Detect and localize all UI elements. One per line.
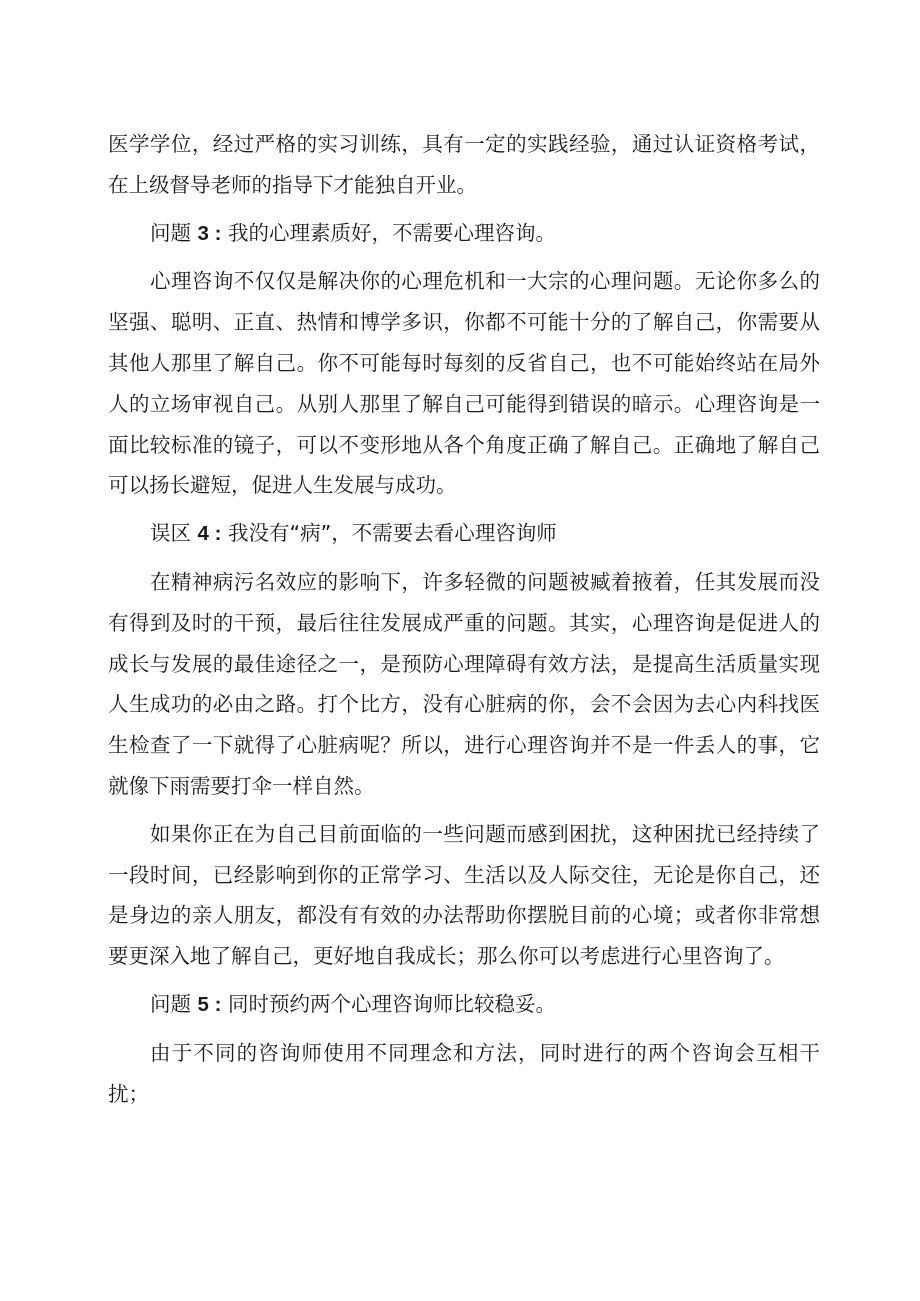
heading-number: 5 : (197, 992, 222, 1016)
heading-text: 我没有“病”，不需要去看心理咨询师 (221, 521, 557, 546)
paragraph-continuation: 医学学位，经过严格的实习训练，具有一定的实践经验，通过认证资格考试，在上级督导老师的指导下才能独自开业。 (108, 132, 820, 197)
question-heading-3 (108, 213, 820, 255)
heading-prefix: 问题 (150, 220, 198, 245)
question-heading-5 (108, 984, 820, 1026)
heading-prefix: 误区 (150, 521, 198, 546)
document-body (108, 124, 820, 1121)
myth-heading-4 (108, 513, 820, 555)
paragraph-answer-5: 由于不同的咨询师使用不同理念和方法，同时进行的两个咨询会互相干扰； (108, 1040, 820, 1106)
heading-prefix: 问题 (150, 991, 198, 1016)
paragraph-answer-3: 心理咨询不仅仅是解决你的心理危机和一大宗的心理问题。无论你多么的坚强、聪明、正直、热情和博学多识，你都不可能十分的了解自己，你需要从其他人那里了解自己。你不可能每时每刻的反省自己，也不可能始终站在局外人的立场审视自己。从别人那里了解自己可能得到错误的暗示。心理咨询是一面比较标准的镜子，可以不变形地从各个角度正确了解自己。正确地了解自己可以扬长避短，促进人生发展与成功。 (108, 269, 820, 498)
paragraph-answer-4a: 在精神病污名效应的影响下，许多轻微的问题被臧着掖着，任其发展而没有得到及时的干预，最后往往发展成严重的问题。其实，心理咨询是促进人的成长与发展的最佳途径之一，是预防心理障碍有效方法，是提高生活质量实现人生成功的必由之路。打个比方，没有心脏病的你，会不会因为去心内科找医生检查了一下就得了心脏病呢？所以，进行心理咨询并不是一件丢人的事，它就像下雨需要打伞一样自然。 (108, 569, 820, 798)
heading-number: 4 : (197, 522, 222, 546)
heading-number: 3 : (197, 221, 222, 245)
paragraph-answer-4b: 如果你正在为自己目前面临的一些问题而感到困扰，这种困扰已经持续了一段时间，已经影响到你的正常学习、生活以及人际交往，无论是你自己，还是身边的亲人朋友，都没有有效的办法帮助你摆脱目前的心境；或者你非常想要更深入地了解自己，更好地自我成长；那么你可以考虑进行心里咨询了。 (108, 821, 820, 969)
heading-text: 我的心理素质好，不需要心理咨询。 (221, 220, 556, 245)
heading-text: 同时预约两个心理咨询师比较稳妥。 (221, 991, 556, 1016)
